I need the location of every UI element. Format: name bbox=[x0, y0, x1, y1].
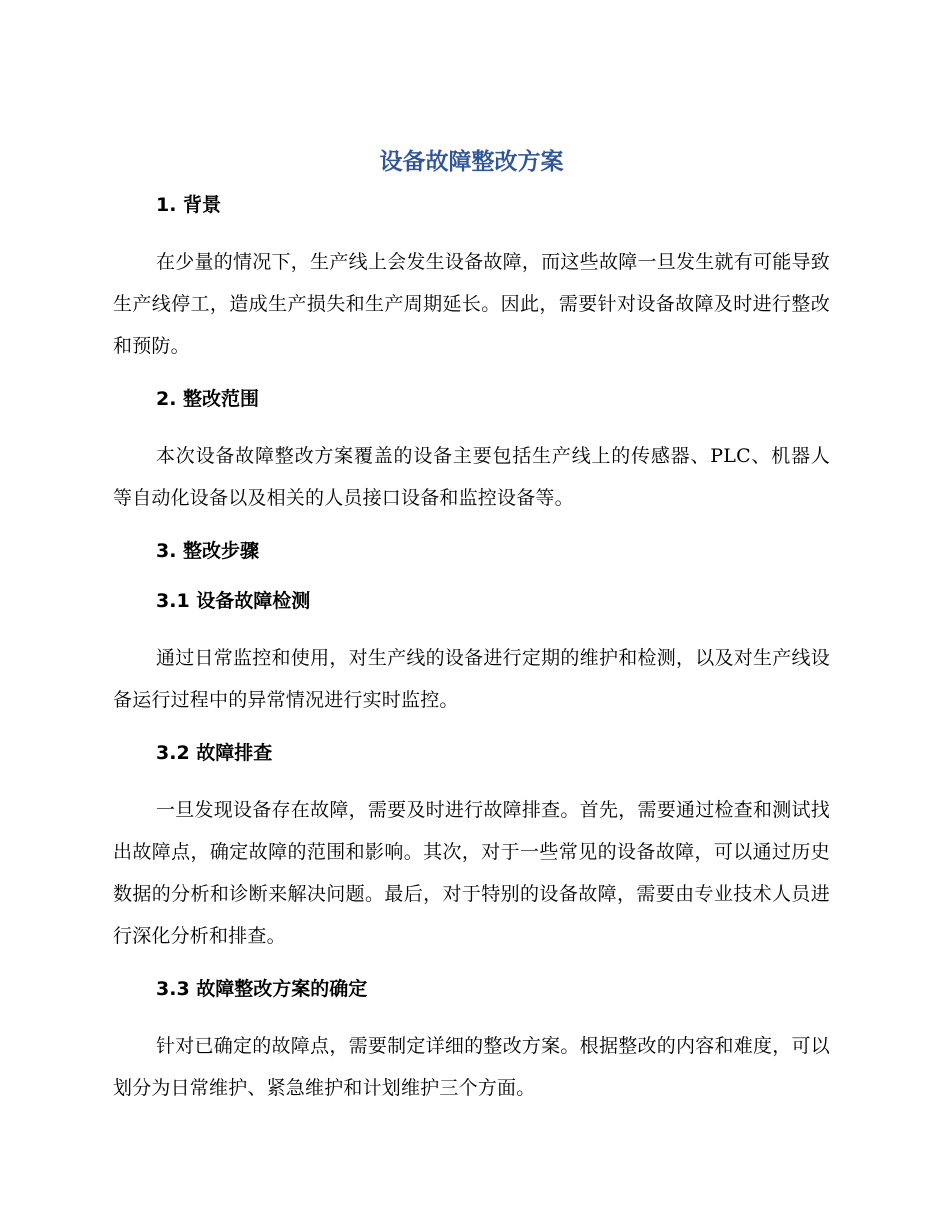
section-heading-background: 1. 背景 bbox=[156, 194, 222, 216]
section-heading-steps: 3. 整改步骤 bbox=[156, 540, 260, 562]
section-heading-troubleshooting: 3.2 故障排查 bbox=[156, 742, 273, 764]
section-text-plan: 针对已确定的故障点，需要制定详细的整改方案。根据整改的内容和难度，可以划分为日常维护、紧急维护和计划维护三个方面。 bbox=[113, 1035, 830, 1099]
section-text-troubleshooting: 一旦发现设备存在故障，需要及时进行故障排查。首先，需要通过检查和测试找出故障点，确定故障的范围和影响。其次，对于一些常见的设备故障，可以通过历史数据的分析和诊断来解决问题。最后，对于特别的设备故障，需要由专业技术人员进行深化分析和排查。 bbox=[113, 799, 830, 947]
document-title: 设备故障整改方案 bbox=[379, 149, 564, 175]
section-heading-detection: 3.1 设备故障检测 bbox=[156, 590, 311, 612]
section-heading-plan: 3.3 故障整改方案的确定 bbox=[156, 978, 368, 1000]
section-text-background: 在少量的情况下，生产线上会发生设备故障，而这些故障一旦发生就有可能导致生产线停工，造成生产损失和生产周期延长。因此，需要针对设备故障及时进行整改和预防。 bbox=[113, 251, 830, 357]
section-heading-scope: 2. 整改范围 bbox=[156, 388, 260, 410]
document-page bbox=[113, 145, 830, 1127]
section-text-detection: 通过日常监控和使用，对生产线的设备进行定期的维护和检测，以及对生产线设备运行过程中的异常情况进行实时监控。 bbox=[113, 647, 830, 711]
section-text-scope: 本次设备故障整改方案覆盖的设备主要包括生产线上的传感器、PLC、机器人等自动化设备以及相关的人员接口设备和监控设备等。 bbox=[113, 445, 830, 509]
